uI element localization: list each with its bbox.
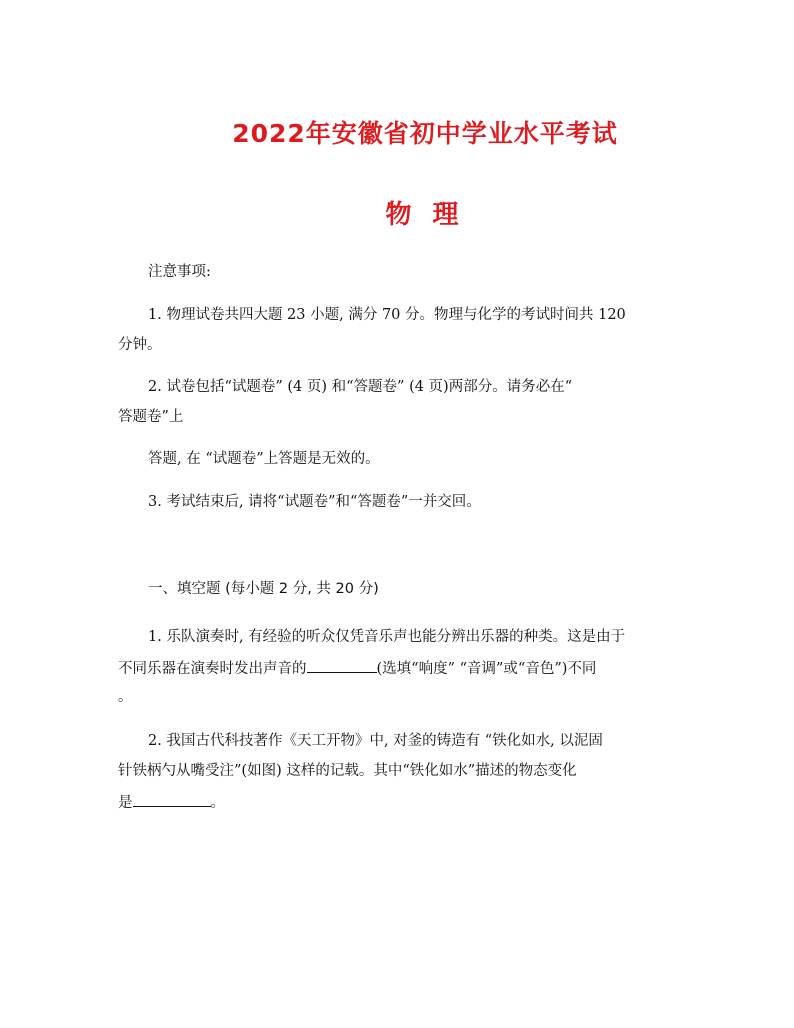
note-item-1: 1. 物理试卷共四大题 23 小题, 满分 70 分。物理与化学的考试时间共 120 [148, 307, 626, 323]
question-2-text-before-blank: 是 [118, 795, 133, 811]
note-item-2: 2. 试卷包括“试题卷” (4 页) 和“答题卷” (4 页)两部分。请务必在“ [148, 379, 573, 395]
question-1-line-1: 1. 乐队演奏时, 有经验的听众仅凭音乐声也能分辨出乐器的种类。这是由于 [148, 629, 626, 645]
note-item-2-continued: 答题卷”上 [118, 409, 184, 425]
question-2-line-3 [118, 792, 225, 812]
question-1-answer-blank[interactable] [307, 658, 377, 673]
question-1-text-after-blank: (选填“响度” “音调”或“音色”)不同 [376, 661, 597, 677]
question-1-text-before-blank: 不同乐器在演奏时发出声音的 [118, 661, 307, 677]
question-2-line-2: 针铁柄勺从嘴受注”(如图) 这样的记载。其中“铁化如水”描述的物态变化 [118, 763, 577, 779]
question-2-text-after-blank: 。 [210, 795, 225, 811]
question-1-line-3: 。 [118, 689, 133, 705]
subject-title: 物 理 [385, 200, 465, 230]
question-2-line-1: 2. 我国古代科技著作《天工开物》中, 对釜的铸造有 “铁化如水, 以泥固 [148, 733, 603, 749]
notes-heading: 注意事项: [148, 264, 211, 280]
note-item-3: 3. 考试结束后, 请将“试题卷”和“答题卷”一并交回。 [148, 494, 481, 510]
note-item-2-line-3: 答题, 在 “试题卷”上答题是无效的。 [148, 451, 380, 467]
note-item-1-continued: 分钟。 [118, 337, 162, 353]
exam-title: 2022年安徽省初中学业水平考试 [232, 119, 618, 148]
question-1-line-2 [118, 658, 596, 678]
section-heading: 一、填空题 (每小题 2 分, 共 20 分) [148, 581, 379, 597]
question-2-answer-blank[interactable] [133, 792, 211, 807]
